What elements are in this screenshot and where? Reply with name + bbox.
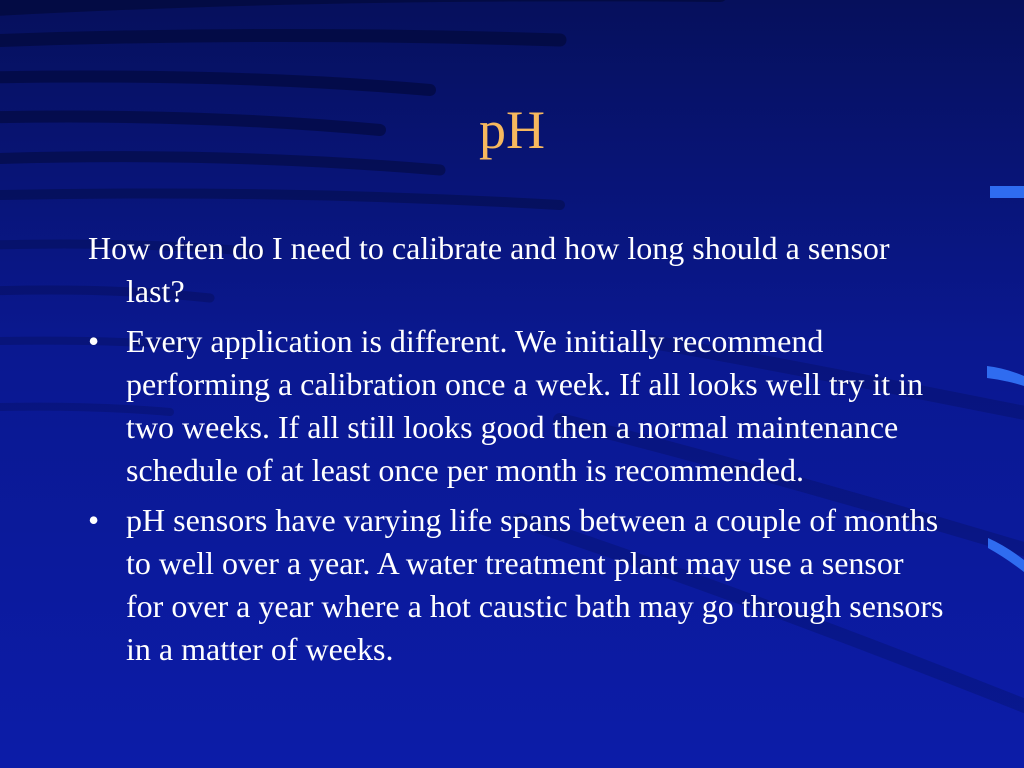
bullet-marker: •: [88, 323, 100, 359]
bullet-text: pH sensors have varying life spans between a couple of months to well over a year. A water treatment plant may use a sensor for over a year where a hot caustic bath may go through sensors in a matter of weeks.: [126, 502, 944, 667]
bullet-marker: •: [88, 502, 100, 538]
slide-title: pH: [479, 100, 545, 160]
slide-body: [88, 227, 948, 678]
bullet-text: Every application is different. We initially recommend performing a calibration once a week. If all looks well try it in two weeks. If all still looks good then a normal maintenance schedule of at least once per month is recommended.: [126, 323, 924, 488]
question-text: How often do I need to calibrate and how long should a sensor last?: [88, 230, 890, 309]
bullet-item: [88, 320, 948, 492]
bullet-item: [88, 499, 948, 671]
